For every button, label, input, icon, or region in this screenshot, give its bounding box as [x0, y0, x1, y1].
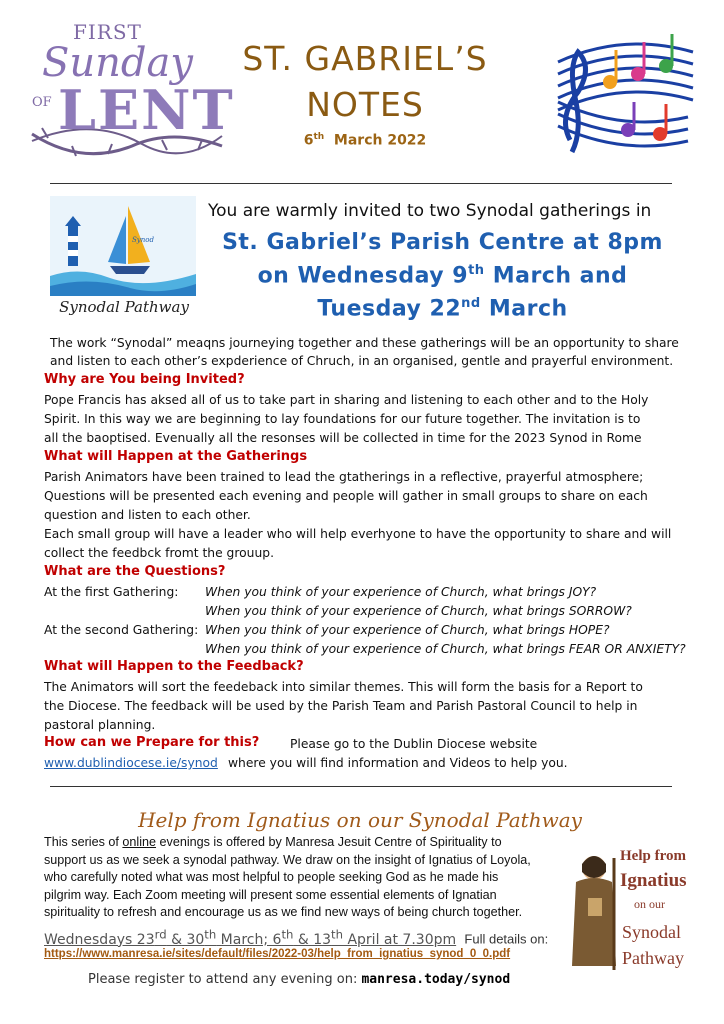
invite-date-1: on Wednesday 9th March and — [257, 263, 628, 289]
question-fear: When you think of your experience of Church, what brings FEAR OR ANXIETY? — [205, 642, 686, 656]
second-gathering-label: At the second Gathering: — [44, 623, 199, 637]
lent-logo-of-text: OF — [32, 95, 52, 110]
online-word: online — [122, 835, 157, 849]
badge-help-from: Help from — [620, 848, 686, 864]
newsletter-title-line2: NOTES — [306, 85, 424, 124]
divider — [50, 183, 672, 184]
ignatius-section-title: Help from Ignatius on our Synodal Pathway — [138, 808, 582, 832]
invite-date-2: Tuesday 22nd March — [317, 296, 568, 322]
ignatius-schedule: Wednesdays 23rd & 30th March; 6th & 13th April at 7.30pm — [44, 927, 457, 948]
ignatius-paragraph: This series of online evenings is offered by Manresa Jesuit Centre of Spirituality to support us as we seek a synodal pathway. We draw on the insight of Ignatius of Loyola, who carefully noted what was most helpful to people seeking God as he made his pilgrim way. Each Zoom meeting will present some essential elements of Ignatian spirituality to refresh and encourage us as we find new ways of being church together. — [44, 835, 531, 920]
heading-feedback: What will Happen to the Feedback? — [44, 659, 304, 674]
divider — [50, 786, 672, 787]
synod-sail-text: Synod — [132, 236, 154, 244]
gatherings-line-1: Parish Animators have been trained to lead the gtatherings in a reflective, prayerful atmosphere; — [44, 470, 644, 484]
lent-logo-sunday-text: Sunday — [42, 40, 193, 86]
question-hope: When you think of your experience of Church, what brings HOPE? — [205, 623, 610, 637]
question-joy: When you think of your experience of Church, what brings JOY? — [205, 585, 597, 599]
why-line-3: all the baoptised. Evenually all the resonses will be collected in time for the 2023 Synod in Rome — [44, 431, 642, 445]
badge-ignatius: Ignatius — [620, 870, 687, 891]
newsletter-title-line1: ST. GABRIEL’S — [242, 39, 488, 78]
first-gathering-label: At the first Gathering: — [44, 585, 179, 599]
lent-logo-lent-text: LENT — [58, 78, 235, 142]
synodal-pathway-caption: Synodal Pathway — [59, 298, 189, 316]
gatherings-line-4: Each small group will have a leader who will help everhyone to have the opportunity to share and will — [44, 527, 672, 541]
dublin-diocese-link[interactable]: www.dublindiocese.ie/synod — [44, 756, 218, 770]
feedback-line-2: the Diocese. The feedback will be used by the Parish Team and Parish Pastoral Council to help in — [44, 699, 638, 713]
intro-line-2: and listen to each other’s expderience of Chruch, in an organised, gentle and prayerful environment. — [50, 354, 674, 368]
heading-questions: What are the Questions? — [44, 564, 226, 579]
question-sorrow: When you think of your experience of Church, what brings SORROW? — [205, 604, 632, 618]
help-from-ignatius-image — [568, 838, 698, 978]
intro-line-1: The work “Synodal” meaqns journeying together and these gatherings will be an opportunity to share — [50, 336, 679, 350]
badge-on-our: on our — [634, 897, 665, 911]
heading-prepare: How can we Prepare for this? — [44, 735, 260, 750]
why-line-2: Spirit. In this way we are beginning to lay foundations for our future together. The invitation is to — [44, 412, 641, 426]
prepare-text: Please go to the Dublin Diocese website — [290, 737, 538, 751]
feedback-line-1: The Animators will sort the feedeback into similar themes. This will form the basis for a Report to — [44, 680, 643, 694]
register-line: Please register to attend any evening on: manresa.today/synod — [88, 972, 511, 987]
heading-why-invited: Why are You being Invited? — [44, 372, 245, 387]
why-line-1: Pope Francis has aksed all of us to take part in sharing and listening to each other and to the Holy — [44, 393, 649, 407]
invite-venue: St. Gabriel’s Parish Centre at 8pm — [222, 230, 663, 255]
gatherings-line-5: collect the feedbck fromt the grouup. — [44, 546, 274, 560]
heading-gatherings: What will Happen at the Gatherings — [44, 449, 308, 464]
feedback-line-3: pastoral planning. — [44, 718, 156, 732]
prepare-after-text: where you will find information and Videos to help you. — [228, 756, 568, 770]
badge-pathway: Pathway — [622, 948, 684, 968]
gatherings-line-3: question and listen to each other. — [44, 508, 251, 522]
music-notes-image — [548, 22, 698, 162]
lent-logo-first-text: FIRST — [73, 20, 142, 44]
invite-intro: You are warmly invited to two Synodal gatherings in — [208, 201, 652, 221]
issue-date: 6th March 2022 — [303, 132, 427, 149]
full-details-label: Full details on: — [464, 931, 549, 947]
gatherings-line-2: Questions will be presented each evening and people will gather in small groups to share on each — [44, 489, 648, 503]
badge-synodal: Synodal — [622, 922, 682, 942]
ignatius-dates — [44, 927, 548, 948]
manresa-register-link[interactable]: manresa.today/synod — [361, 972, 511, 987]
manresa-pdf-link[interactable]: https://www.manresa.ie/sites/default/files/2022-03/help_from_ignatius_synod_0_0.pdf — [44, 948, 511, 960]
